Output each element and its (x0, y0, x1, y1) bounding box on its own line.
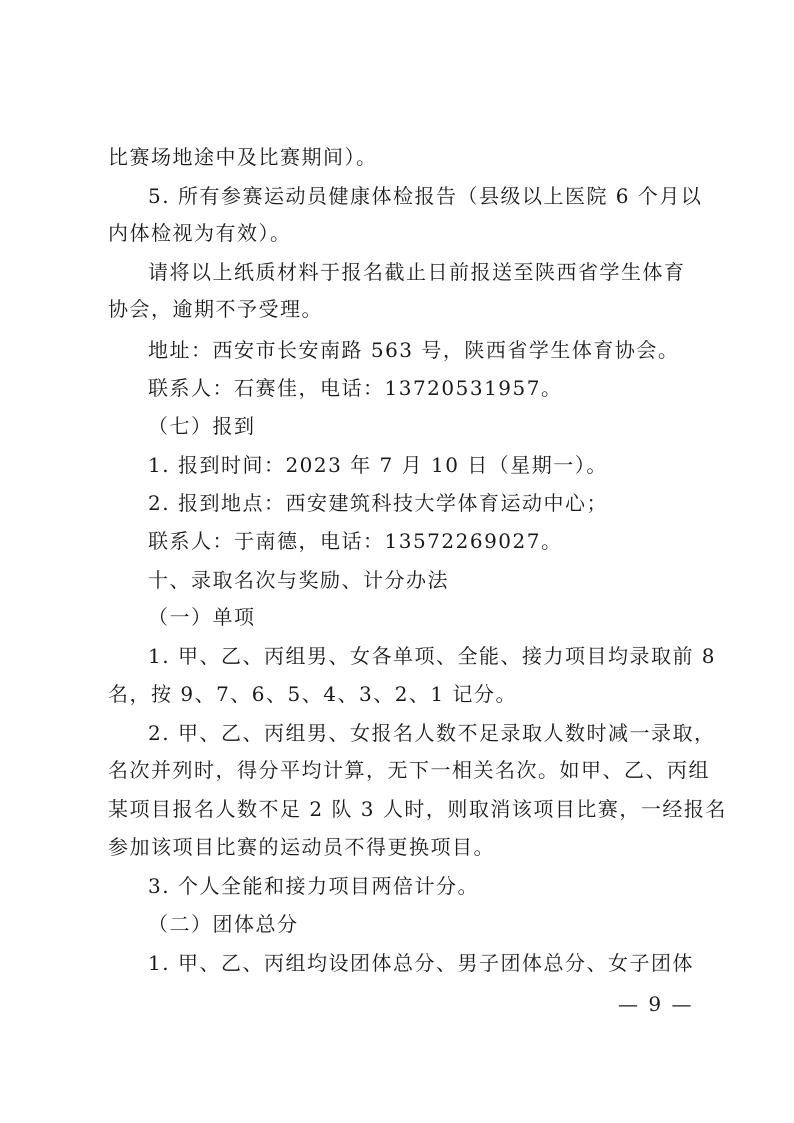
contact-line: 联系人：于南德，电话：13572269027。 (148, 529, 563, 553)
page-number: — 9 — (618, 992, 694, 1016)
paragraph-line: 3. 个人全能和接力项目两倍计分。 (148, 874, 479, 898)
paragraph-line: 请将以上纸质材料于报名截止日前报送至陕西省学生体育 (148, 260, 686, 284)
paragraph-line: 2. 甲、乙、丙组男、女报名人数不足录取人数时减一录取， (148, 721, 716, 745)
paragraph-line: 比赛场地途中及比赛期间）。 (108, 145, 378, 169)
subheading-registration: （七）报到 (148, 414, 256, 438)
paragraph-line: 1. 报到时间：2023 年 7 月 10 日（星期一）。 (148, 453, 608, 477)
paragraph-line: 2. 报到地点：西安建筑科技大学体育运动中心； (148, 491, 608, 515)
subheading-team-total: （二）团体总分 (148, 912, 299, 936)
paragraph-line: 参加该项目比赛的运动员不得更换项目。 (108, 835, 495, 859)
paragraph-line: 1. 甲、乙、丙组男、女各单项、全能、接力项目均录取前 8 (148, 644, 717, 668)
paragraph-line: 1. 甲、乙、丙组均设团体总分、男子团体总分、女子团体 (148, 951, 694, 975)
contact-line: 联系人：石赛佳，电话：13720531957。 (148, 376, 563, 400)
section-heading: 十、录取名次与奖励、计分办法 (148, 568, 449, 592)
paragraph-line: 某项目报名人数不足 2 队 3 人时，则取消该项目比赛，一经报名 (108, 797, 727, 821)
subheading-individual: （一）单项 (148, 605, 256, 629)
address-line: 地址：西安市长安南路 563 号，陕西省学生体育协会。 (148, 338, 680, 362)
paragraph-line: 内体检视为有效）。 (108, 221, 292, 245)
paragraph-line: 名，按 9、7、6、5、4、3、2、1 记分。 (108, 682, 518, 706)
paragraph-line: 名次并列时，得分平均计算，无下一相关名次。如甲、乙、丙组 (108, 758, 710, 782)
paragraph-line: 协会，逾期不予受理。 (108, 297, 323, 321)
paragraph-line: 5. 所有参赛运动员健康体检报告（县级以上医院 6 个月以 (148, 184, 703, 208)
